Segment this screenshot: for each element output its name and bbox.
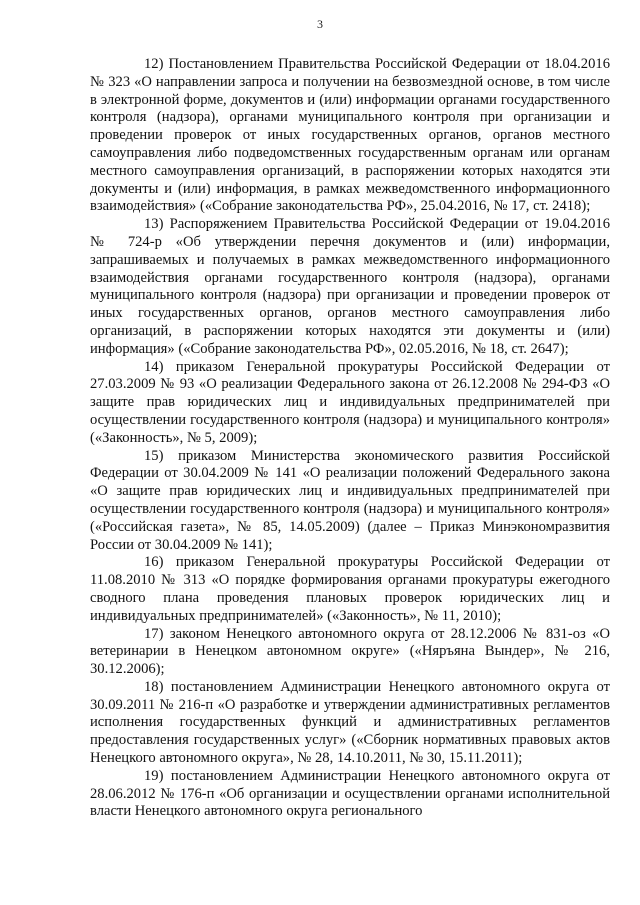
paragraph-18: 18) постановлением Администрации Ненецкого автономного округа от 30.09.2011 № 216-п «О разработке и утверждении административных регламентов исполнения государственных функций и административных регламентов предоставления государственных услуг» («Сборник нормативных правовых актов Ненецкого автономного округа», № 28, 14.10.2011, № 30, 15.11.2011);	[90, 678, 610, 767]
paragraph-16: 16) приказом Генеральной прокуратуры Российской Федерации от 11.08.2010 № 313 «О порядке формирования органами прокуратуры ежегодного сводного плана проведения плановых проверок юридических лиц и индивидуальных предпринимателей» («Законность», № 11, 2010);	[90, 554, 610, 624]
paragraph-15: 15) приказом Министерства экономического развития Российской Федерации от 30.04.2009 № 141 «О реализации положений Федерального закона «О защите прав юридических лиц и индивидуальных предпринимателей при осуществлении государственного контроля (надзора) и муниципального контроля» («Российская газета», № 85, 14.05.2009) (далее – Приказ Минэкономразвития России от 30.04.2009 № 141);	[90, 447, 610, 553]
paragraph-19: 19) постановлением Администрации Ненецкого автономного округа от 28.06.2012 № 176-п «Об организации и осуществлении органами исполнительной власти Ненецкого автономного округа регионального	[90, 767, 610, 820]
document-body	[90, 56, 610, 821]
paragraph-13: 13) Распоряжением Правительства Российской Федерации от 19.04.2016 № 724-р «Об утверждении перечня документов и (или) информации, запрашиваемых и получаемых в рамках межведомственного информационного взаимодействия органами государственного контроля (надзора), органами муниципального контроля (надзора) при организации и проведении проверок от иных государственных органов, органов местного самоуправления либо организаций, в распоряжении которых находятся эти документы и (или) информация» («Собрание законодательства РФ», 02.05.2016, № 18, ст. 2647);	[90, 216, 610, 357]
page-number: 3	[317, 17, 323, 31]
paragraph-12: 12) Постановлением Правительства Российской Федерации от 18.04.2016 № 323 «О направлении запроса и получении на безвозмездной основе, в том числе в электронной форме, документов и (или) информации органами государственного контроля (надзора), органами муниципального контроля при организации и проведении проверок от иных государственных органов, органов местного самоуправления либо подведомственных государственным органам или органам местного самоуправления организаций, в распоряжении которых находятся эти документы и (или) информация, в рамках межведомственного информационного взаимодействия» («Собрание законодательства РФ», 25.04.2016, № 17, ст. 2418);	[90, 56, 610, 215]
paragraph-14: 14) приказом Генеральной прокуратуры Российской Федерации от 27.03.2009 № 93 «О реализации Федерального закона от 26.12.2008 № 294-ФЗ «О защите прав юридических лиц и индивидуальных предпринимателей при осуществлении государственного контроля (надзора) и муниципального контроля» («Законность», № 5, 2009);	[90, 358, 610, 446]
paragraph-17: 17) законом Ненецкого автономного округа от 28.12.2006 № 831-оз «О ветеринарии в Ненецком автономном округе» («Няръяна Вындер», № 216, 30.12.2006);	[90, 625, 610, 678]
